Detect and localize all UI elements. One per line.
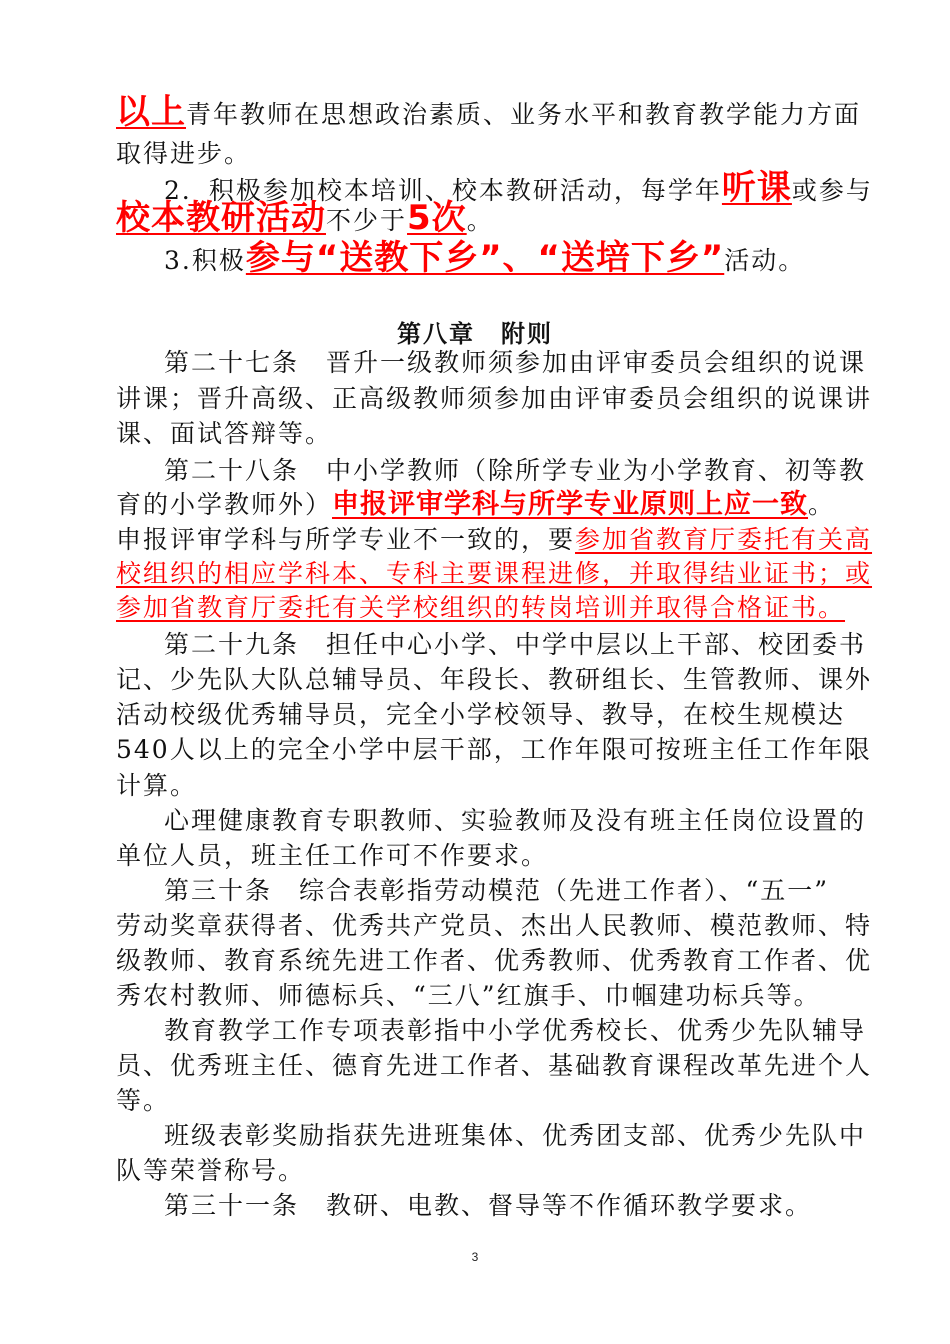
paragraph-line: 心理健康教育专职教师、实验教师及没有班主任岗位设置的	[164, 806, 867, 835]
article-28-line	[116, 590, 846, 626]
body-text: 3.积极	[164, 246, 246, 275]
article-27-line: 第二十七条 晋升一级教师须参加由评审委员会组织的说课	[164, 348, 867, 377]
body-text: 2．积极参加校本培训、校本教研活动，每学年	[164, 176, 722, 205]
body-text: 。	[466, 206, 494, 235]
article-29-line: 计算。	[116, 771, 198, 800]
body-text: 。	[808, 490, 836, 519]
paragraph-line: 班级表彰奖励指获先进班集体、优秀团支部、优秀少先队中	[164, 1121, 867, 1150]
text-line	[116, 92, 862, 133]
article-30-line: 劳动奖章获得者、优秀共产党员、杰出人民教师、模范教师、特	[116, 911, 873, 940]
article-28-line	[116, 522, 873, 558]
paragraph-line: 等。	[116, 1086, 171, 1115]
paragraph-line: 教育教学工作专项表彰指中小学优秀校长、优秀少先队辅导	[164, 1016, 867, 1045]
article-28-line	[116, 556, 873, 592]
highlight-text: 参与“送教下乡”、“送培下乡”	[245, 238, 725, 278]
text-line: 取得进步。	[116, 139, 252, 168]
page-number: 3	[471, 1250, 479, 1264]
article-28-line	[116, 487, 836, 523]
article-29-line: 540人以上的完全小学中层干部，工作年限可按班主任工作年限	[116, 735, 872, 764]
article-27-line: 课、面试答辩等。	[116, 419, 333, 448]
paragraph-line: 员、优秀班主任、德育先进工作者、基础教育课程改革先进个人	[116, 1051, 873, 1080]
highlight-text: 参加省教育厅委托有关高	[575, 525, 873, 554]
article-28-line: 第二十八条 中小学教师（除所学专业为小学教育、初等教	[164, 456, 867, 485]
text-line	[116, 200, 836, 239]
chapter-heading: 第八章 附则	[397, 320, 553, 348]
highlight-text: 校组织的相应学科本、专科主要课程进修，并取得结业证书；或	[116, 559, 873, 588]
body-text: 青年教师在思想政治素质、业务水平和教育教学能力方面	[186, 100, 862, 129]
article-29-line: 活动校级优秀辅导员，完全小学校领导、教导，在校生规模达	[116, 700, 846, 729]
highlight-text: 听课	[721, 168, 792, 208]
paragraph-line: 单位人员，班主任工作可不作要求。	[116, 841, 549, 870]
highlight-text: 参加省教育厅委托有关学校组织的转岗培训并取得合格证书。	[116, 593, 846, 622]
body-text: 不少于	[326, 206, 408, 235]
body-text: 或参与	[791, 176, 873, 205]
text-line	[164, 240, 884, 279]
highlight-text: 5次	[407, 198, 467, 238]
article-31-line: 第三十一条 教研、电教、督导等不作循环教学要求。	[164, 1191, 813, 1220]
body-text: 育的小学教师外）	[116, 490, 333, 519]
article-29-line: 记、少先队大队总辅导员、年段长、教研组长、生管教师、课外	[116, 665, 873, 694]
article-30-line: 第三十条 综合表彰指劳动模范（先进工作者）、“五一”	[164, 876, 830, 905]
article-30-line: 秀农村教师、师德标兵、“三八”红旗手、巾帼建功标兵等。	[116, 981, 821, 1010]
highlight-text: 申报评审学科与所学专业原则上应一致	[332, 489, 809, 520]
highlight-text: 校本教研活动	[116, 198, 326, 238]
body-text: 活动。	[724, 246, 806, 275]
paragraph-line: 队等荣誉称号。	[116, 1156, 306, 1185]
article-27-line: 讲课；晋升高级、正高级教师须参加由评审委员会组织的说课讲	[116, 384, 873, 413]
body-text: 申报评审学科与所学专业不一致的，要	[116, 525, 576, 554]
article-29-line: 第二十九条 担任中心小学、中学中层以上干部、校团委书	[164, 630, 867, 659]
highlight-text: 以上	[116, 92, 186, 132]
article-30-line: 级教师、教育系统先进工作者、优秀教师、优秀教育工作者、优	[116, 946, 873, 975]
